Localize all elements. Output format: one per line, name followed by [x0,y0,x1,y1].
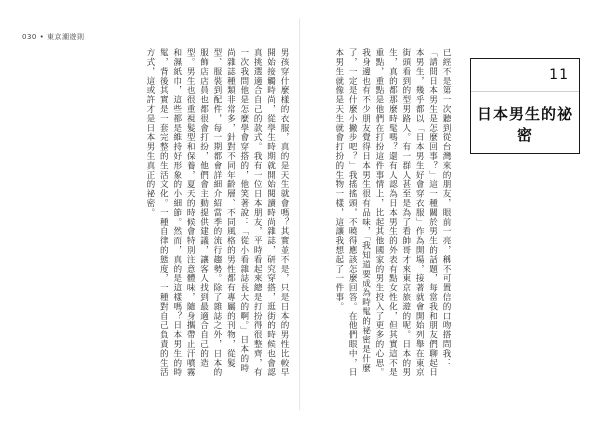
chapter-heading-box [470,58,580,154]
chapter-divider [471,91,579,92]
page-gutter [299,18,300,410]
running-head: 030 • 東京潮遊則 [22,33,85,41]
left-page-body-text: 男孩穿什麼樣的衣服，真的是天生就會嗎？其實並不是，只是日本的男性比較早開始接觸時尚，從學生時期就開始閱讀時尚雜誌，研究穿搭，逛街的時候也會認真挑選適合自己的款式。我有一位日本朋友，平時看起來總是打扮得很整齊，有一次我問他是怎麼學會穿搭的，他笑著說：「從小看雜誌長大的啊。」日本的時尚雜誌種類非常多，針對不同年齡層、不同風格的男性都有專屬的刊物，從髮型、服裝到配件，每一期都會詳細介紹當季的流行趨勢。除了雜誌之外，日本的服飾店店員也都很會打扮，他們會主動提供建議，讓客人找到最適合自己的造型。男生也很重視髮型和保養，夏天的時候會特別注意體味，隨身攜帶止汗噴霧和濕紙巾，這些都是維持好形象的小細節。然而，真的是這樣嗎？日本男生的時髦，背後其實是一套完整的生活文化。一種自律的態度，一種對自己負責的生活方式，這或許才是日本男生真正的祕密。 [144,48,289,377]
chapter-title: 日本男生的祕密 [476,105,573,144]
chapter-number: 11 [549,67,569,83]
right-page-body-text: 已經不是第一次聽到從台灣來的朋友，眼前一亮，稱不可置信的口吻搭問我：「請問日本男生是怎麼回事？」這一種關於男生的話題，每當我和朋友們聊起日本男生，幾乎都以「日本男生好會穿衣服」作為開場，接著就會開始列舉在東京街頭看到的型男路人。有一群人甚至是為了看帥哥才來東京旅遊的呢。日本的男生，真的都那麼時髦嗎？還有人認為日本男生的外表有點女性化，但其實這不是重點，重點是他們在打扮這件事情上，比起其他國家的男生投入了更多的心思。我身邊也有不少朋友覺得日本男生很有品味，「我知道要成為時髦的祕密是什麼了，一定是什麼小撇步吧？」我搖搖頭，不曉得應該怎麼回答。在他們眼中，日本男生就像是天生就會打扮的生物一樣，這讓我想起了一件事。 [333,48,451,377]
